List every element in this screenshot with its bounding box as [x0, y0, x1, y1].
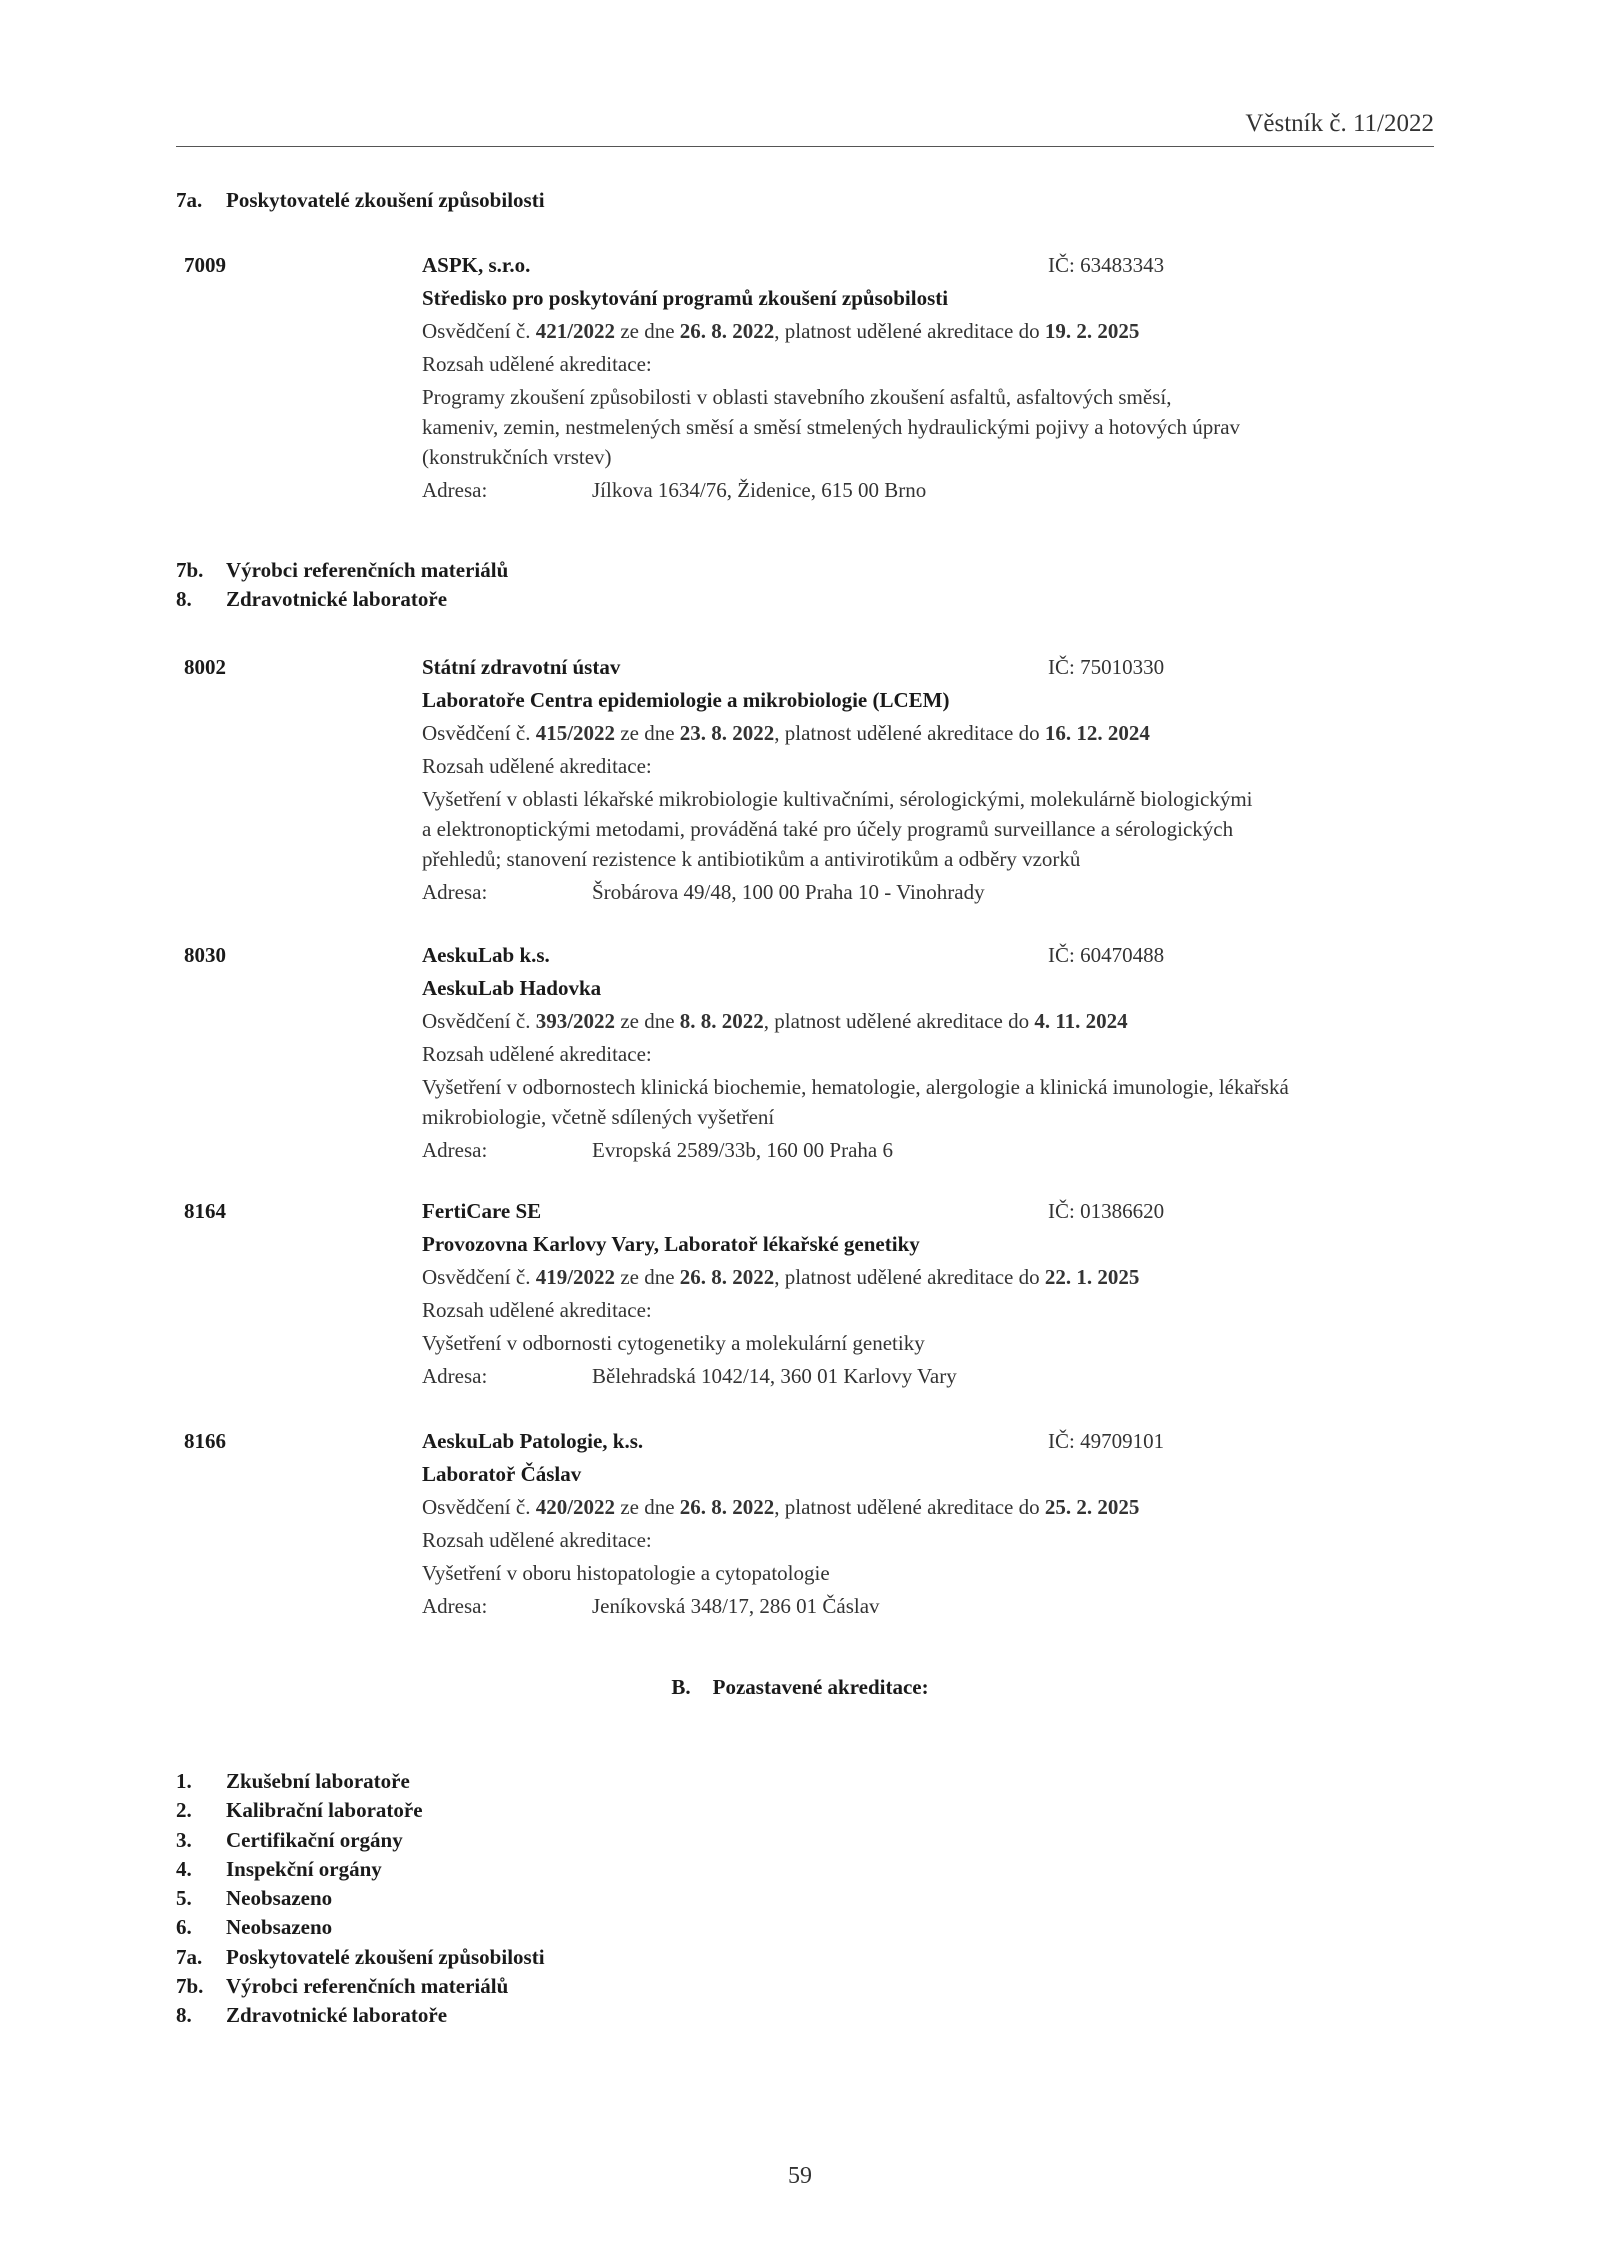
certificate-line: Osvědčení č. 421/2022 ze dne 26. 8. 2022, platnost udělené akreditace do 19. 2. 2025	[422, 319, 1140, 343]
scope-text: Programy zkoušení způsobilosti v oblasti stavebního zkoušení asfaltů, asfaltových směsí, kameniv, zemin, nestmelených směsí a směsí stmelených hydraulickými pojivy a hotových úprav (konstrukčních vrstev)	[422, 385, 1241, 469]
entry-details	[422, 250, 1434, 508]
address-line: Adresa: Evropská 2589/33b, 160 00 Praha 6	[422, 1138, 893, 1162]
section-title: Pozastavené akreditace:	[712, 1675, 929, 1699]
certificate-line: Osvědčení č. 420/2022 ze dne 26. 8. 2022, platnost udělené akreditace do 25. 2. 2025	[422, 1495, 1140, 1519]
section-b-heading	[0, 1675, 1600, 1700]
address: Jílkova 1634/76, Židenice, 615 00 Brno	[592, 478, 927, 502]
org-ic: IČ: 75010330	[1048, 655, 1165, 679]
address: Šrobárova 49/48, 100 00 Praha 10 - Vinohrady	[592, 880, 985, 904]
certificate-line: Osvědčení č. 393/2022 ze dne 8. 8. 2022, platnost udělené akreditace do 4. 11. 2024	[422, 1009, 1128, 1033]
section-heading-7b	[176, 558, 508, 583]
list-item: 6. Neobsazeno	[176, 1915, 333, 1940]
org-name: AeskuLab k.s.	[422, 943, 550, 967]
section-heading-7a	[176, 188, 545, 213]
section-number: 8.	[176, 587, 192, 611]
org-name: FertiCare SE	[422, 1199, 542, 1223]
journal-title: Věstník č. 11/2022	[1245, 110, 1434, 137]
list-item: 8. Zdravotnické laboratoře	[176, 2003, 448, 2028]
org-name: Státní zdravotní ústav	[422, 655, 621, 679]
entry-details	[422, 1426, 1434, 1624]
entry-id: 8002	[184, 655, 226, 679]
list-item: 5. Neobsazeno	[176, 1886, 333, 1911]
org-name: AeskuLab Patologie, k.s.	[422, 1429, 644, 1453]
address-line: Adresa: Šrobárova 49/48, 100 00 Praha 10 - Vinohrady	[422, 880, 985, 904]
list-item: 3. Certifikační orgány	[176, 1827, 403, 1852]
scope-text: Vyšetření v oblasti lékařské mikrobiologie kultivačními, sérologickými, molekulárně biologickými a elektronoptickými metodami, prováděná také pro účely programů surveillance a sérologických přehledů; stanovení rezistence k antibiotikům a antivirotikům a odběry vzorků	[422, 787, 1253, 871]
entry-id: 8166	[184, 1429, 226, 1453]
scope-label: Rozsah udělené akreditace:	[422, 754, 652, 778]
org-name: ASPK, s.r.o.	[422, 253, 531, 277]
section-title: Výrobci referenčních materiálů	[226, 558, 509, 582]
scope-text: Vyšetření v oboru histopatologie a cytopatologie	[422, 1561, 830, 1585]
unit-name: AeskuLab Hadovka	[422, 976, 602, 1000]
address: Bělehradská 1042/14, 360 01 Karlovy Vary	[592, 1364, 957, 1388]
scope-label: Rozsah udělené akreditace:	[422, 1528, 652, 1552]
suspended-categories-list	[176, 1767, 545, 2031]
org-ic: IČ: 01386620	[1048, 1199, 1165, 1223]
unit-name: Laboratoře Centra epidemiologie a mikrobiologie (LCEM)	[422, 688, 950, 712]
list-item: 1. Zkušební laboratoře	[176, 1769, 410, 1793]
address: Evropská 2589/33b, 160 00 Praha 6	[592, 1138, 893, 1162]
entry-details	[422, 1196, 1434, 1394]
entry-id: 7009	[184, 253, 226, 277]
list-item: 7a. Poskytovatelé zkoušení způsobilosti	[176, 1944, 545, 1969]
unit-name: Laboratoř Čáslav	[422, 1462, 582, 1486]
entry-details	[422, 652, 1434, 910]
address-line: Adresa: Bělehradská 1042/14, 360 01 Karlovy Vary	[422, 1364, 957, 1388]
section-number: B.	[671, 1675, 691, 1699]
entry-id: 8030	[184, 943, 226, 967]
section-number: 7b.	[176, 558, 204, 582]
address-line: Adresa: Jeníkovská 348/17, 286 01 Čáslav	[422, 1594, 880, 1618]
section-number: 7a.	[176, 188, 203, 212]
section-heading-8	[176, 587, 447, 612]
scope-text: Vyšetření v odbornostech klinická biochemie, hematologie, alergologie a klinická imunologie, lékařská mikrobiologie, včetně sdílených vyšetření	[422, 1075, 1289, 1129]
list-item: 2. Kalibrační laboratoře	[176, 1798, 423, 1823]
org-ic: IČ: 49709101	[1048, 1429, 1165, 1453]
certificate-line: Osvědčení č. 419/2022 ze dne 26. 8. 2022, platnost udělené akreditace do 22. 1. 2025	[422, 1265, 1140, 1289]
section-title: Zdravotnické laboratoře	[226, 587, 448, 611]
list-item: 4. Inspekční orgány	[176, 1856, 382, 1881]
unit-name: Provozovna Karlovy Vary, Laboratoř lékařské genetiky	[422, 1232, 920, 1256]
entry-details	[422, 940, 1434, 1168]
address: Jeníkovská 348/17, 286 01 Čáslav	[592, 1594, 880, 1618]
scope-label: Rozsah udělené akreditace:	[422, 1042, 652, 1066]
org-ic: IČ: 63483343	[1048, 253, 1165, 277]
page-header	[176, 108, 1434, 147]
entry-id: 8164	[184, 1199, 226, 1223]
list-item: 7b. Výrobci referenčních materiálů	[176, 1974, 509, 1999]
org-ic: IČ: 60470488	[1048, 943, 1165, 967]
scope-text: Vyšetření v odbornosti cytogenetiky a molekulární genetiky	[422, 1331, 925, 1355]
scope-label: Rozsah udělené akreditace:	[422, 1298, 652, 1322]
scope-label: Rozsah udělené akreditace:	[422, 352, 652, 376]
certificate-line: Osvědčení č. 415/2022 ze dne 23. 8. 2022, platnost udělené akreditace do 16. 12. 2024	[422, 721, 1150, 745]
unit-name: Středisko pro poskytování programů zkoušení způsobilosti	[422, 286, 949, 310]
page-number: 59	[788, 2163, 812, 2189]
address-line: Adresa: Jílkova 1634/76, Židenice, 615 00 Brno	[422, 478, 927, 502]
section-title: Poskytovatelé zkoušení způsobilosti	[226, 188, 545, 212]
